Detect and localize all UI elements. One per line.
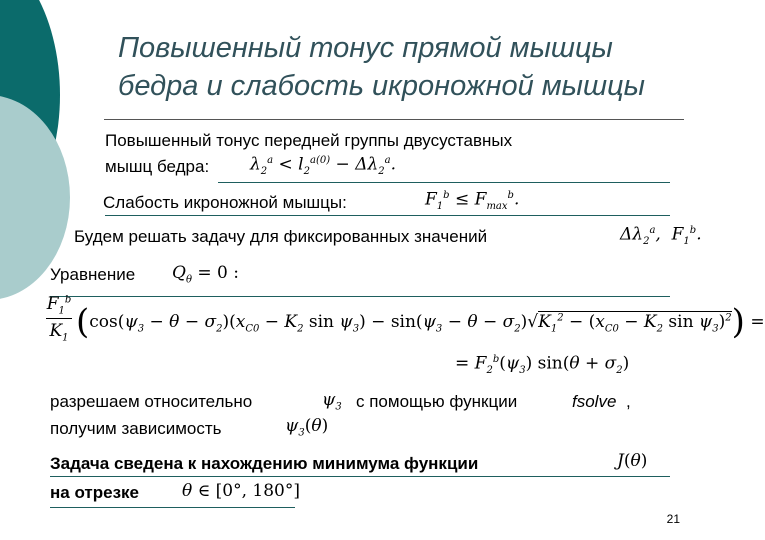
formula-psi3: $\psi_3$ bbox=[322, 390, 342, 413]
task-text-line1: Задача сведена к нахождению минимума функции bbox=[50, 454, 479, 473]
fixed-values-text: Будем решать задачу для фиксированных значений bbox=[74, 227, 488, 246]
underline-4 bbox=[50, 476, 670, 477]
dependence-text: получим зависимость bbox=[50, 419, 222, 438]
formula-rhs: = $F_2^b(\psi_3) \sin(\theta + \sigma_2)$ bbox=[455, 353, 630, 377]
solve-prefix-text: разрешаем относительно bbox=[50, 392, 253, 411]
slide-title-line1: Повышенный тонус прямой мышцы bbox=[118, 32, 613, 64]
underline-5 bbox=[50, 507, 295, 508]
fsolve-text: fsolve bbox=[572, 392, 617, 411]
formula-force-inequality: $F_1^b \le F_{max}^b$. bbox=[425, 189, 520, 213]
tone-text-line2: мышц бедра: bbox=[105, 157, 210, 176]
underline-2 bbox=[105, 215, 670, 216]
equation-label: Уравнение bbox=[50, 265, 136, 284]
formula-lambda-inequality: $\lambda_2^a < l_2^{a(0)} - \Delta\lambda_2^a$. bbox=[250, 154, 397, 178]
formula-fixed-values: $\Delta\lambda_2^a$, $F_1^b$. bbox=[620, 224, 702, 248]
formula-psi3-theta: $\psi_3(\theta)$ bbox=[285, 416, 329, 439]
formula-fraction: $F_1^b$ $K_1$ bbox=[46, 294, 72, 344]
title-underline bbox=[104, 119, 684, 120]
underline-1 bbox=[218, 182, 670, 183]
task-text-line2: на отрезке bbox=[50, 483, 139, 502]
weakness-text: Слабость икроножной мышцы: bbox=[103, 193, 347, 212]
tone-text-line1: Повышенный тонус передней группы двусуставных bbox=[105, 131, 513, 150]
solve-suffix-text: с помощью функции bbox=[356, 392, 518, 411]
underline-3 bbox=[50, 296, 670, 297]
formula-q-theta: $Q_\theta = 0$ : bbox=[172, 263, 239, 286]
comma-text: , bbox=[626, 392, 631, 411]
slide-title-line2: бедра и слабость икроножной мышцы bbox=[118, 70, 645, 102]
formula-interval: θ ∈ [0°, 180°] bbox=[182, 481, 300, 501]
formula-j-theta: J(θ) bbox=[617, 451, 648, 471]
formula-main-equation: ($\cos(\psi_3 - \theta - \sigma_2)(x_{C0} - K_2$ $\sin \psi_3) - \sin(\psi_3 - \theta - \sigma_2)√K_1^2 - (x_{C0} - K_2$ $\sin \psi_3)^2$) = bbox=[76, 302, 765, 342]
page-number: 21 bbox=[666, 512, 680, 526]
